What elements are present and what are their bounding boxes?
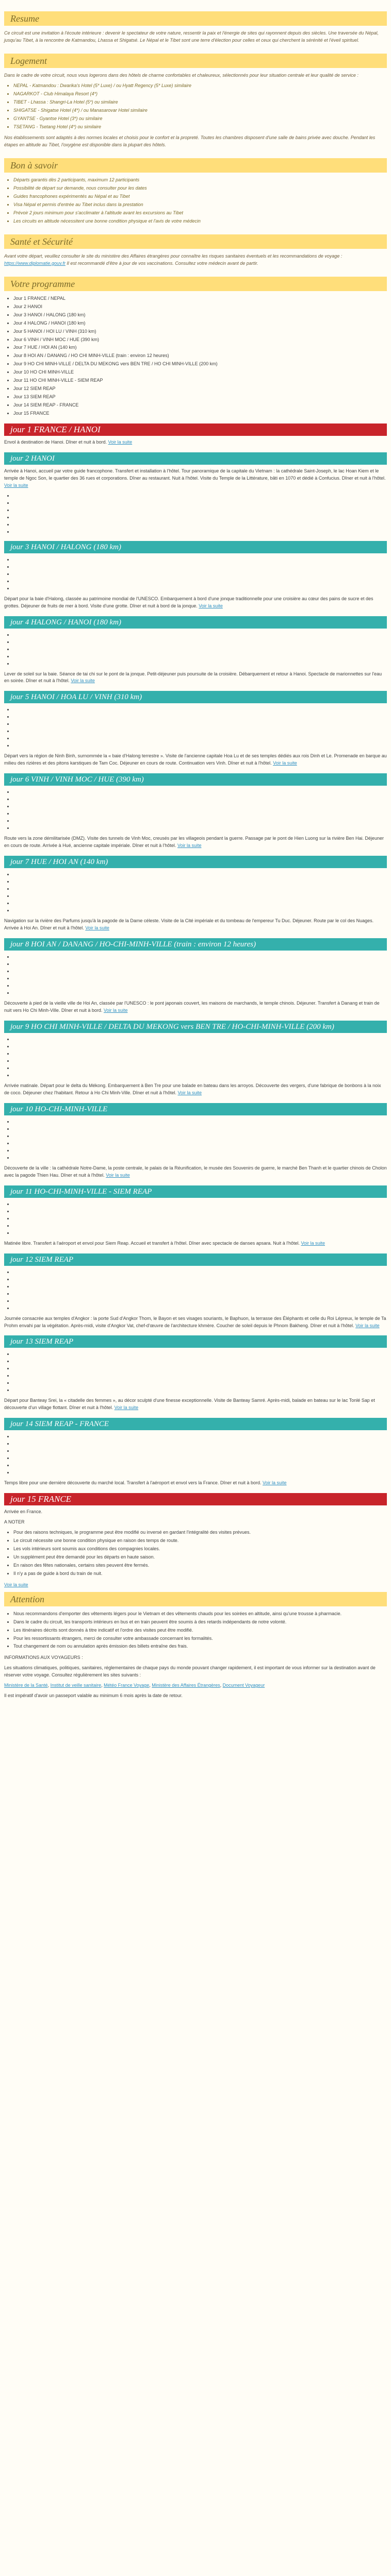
programme-heading: Votre programme [4, 277, 387, 291]
day-1-text [4, 439, 387, 446]
day-9-more-link[interactable]: Voir la suite [177, 1090, 202, 1095]
list-item [13, 735, 387, 741]
bonavoir-item: • Possibilité de départ sur demande, nous consulter pour les dates [13, 185, 387, 192]
day-13-heading: jour 13 SIEM REAP [4, 1335, 387, 1348]
list-item [13, 789, 387, 795]
list-item [13, 660, 387, 667]
list-item [13, 1276, 387, 1282]
list-item [13, 529, 387, 535]
attention-item: • Pour les ressortissants étrangers, merci de consulter votre ambassade concernant les formalités. [13, 1635, 387, 1642]
day-8-list [4, 954, 387, 996]
note-item: • Les vols intérieurs sont soumis aux conditions des compagnies locales. [13, 1546, 387, 1553]
list-item [13, 810, 387, 817]
notes-list [4, 1529, 387, 1578]
day-9-heading: jour 9 HO CHI MINH-VILLE / DELTA DU MEKONG vers BEN TRE / HO-CHI-MINH-VILLE (200 km) [4, 1021, 387, 1033]
sante-link[interactable]: https://www.diplomatie.gouv.fr [4, 260, 66, 266]
list-item [13, 1036, 387, 1042]
infos-link-meteo[interactable]: Météo France Voyage [104, 1683, 150, 1688]
list-item [13, 493, 387, 499]
day-11-list [4, 1201, 387, 1236]
day-12-list [4, 1269, 387, 1311]
list-item [13, 571, 387, 577]
list-item [13, 1208, 387, 1214]
bonavoir-item: • Les circuits en altitude nécessitent une bonne condition physique et l'avis de votre médecin [13, 218, 387, 225]
day-3-heading: jour 3 HANOI / HALONG (180 km) [4, 541, 387, 553]
programme-item[interactable]: • Jour 3 HANOI / HALONG (180 km) [13, 312, 387, 319]
list-item [13, 900, 387, 906]
day-1-more-link[interactable]: Voir la suite [108, 439, 133, 445]
day-3-body: Départ pour la baie d'Halong, classée au patrimoine mondial de l'UNESCO. Embarquement à bord d'une jonque traditionnelle pour une croisière au cœur des pains de sucre et des grottes. Déjeuner de fruits de mer à bord. Visite d'une grotte. Dîner et nuit à bord de la jonque. [4, 596, 373, 608]
day-12-heading: jour 12 SIEM REAP [4, 1253, 387, 1266]
attention-item: • Dans le cadre du circuit, les transports intérieurs en bus et en train peuvent être soumis à des retards indépendants de notre volonté. [13, 1619, 387, 1626]
day-6-body: Route vers la zone démilitarisée (DMZ). Visite des tunnels de Vinh Moc, creusés par les villageois pendant la guerre. Passage par le pont de Hien Luong sur la rivière Ben Hai. Déjeuner en cours de route. Arrivée à Hué, ancienne capitale impériale. Dîner et nuit à l'hôtel. [4, 836, 384, 849]
list-item [13, 878, 387, 885]
logement-item: • TIBET - Lhassa : Shangri-La Hotel (5*) ou similaire [13, 99, 387, 106]
list-item [13, 968, 387, 974]
resume-text: Ce circuit est une invitation à l'écoute intérieure : devenir le spectateur de votre nature, ressentir la paix et l'énergie de sites qui rayonnent depuis des siècles. Une traversée du Népal, jusqu'au Tibet, à la rencontre de Katmandou, Lhassa et Shigatsé. Le Népal et le Tibet sont une terre d'élection pour celles et ceux qui cherchent la sérénité et l'éveil spirituel. [4, 30, 379, 43]
list-item [13, 714, 387, 720]
list-item [13, 1043, 387, 1049]
day-7-list [4, 871, 387, 913]
day-11-text [4, 1240, 387, 1247]
logement-item: • NAGARKOT - Club Himalaya Resort (4*) [13, 91, 387, 98]
list-item [13, 1433, 387, 1439]
list-item [13, 721, 387, 727]
day-2-more-link[interactable]: Voir la suite [4, 482, 28, 488]
logement-heading: Logement [4, 54, 387, 68]
note-item: • Le circuit nécessite une bonne condition physique en raison des temps de route. [13, 1537, 387, 1545]
list-item [13, 907, 387, 913]
note-item: • Un supplément peut être demandé pour les départs en haute saison. [13, 1554, 387, 1561]
list-item [13, 1380, 387, 1386]
day-4-heading: jour 4 HALONG / HANOI (180 km) [4, 616, 387, 629]
day-10-body: Découverte de la ville : la cathédrale Notre-Dame, la poste centrale, le palais de la Réunification, le musée des Souvenirs de guerre, le marché Ben Thanh et le quartier chinois de Cholon avec la pagode Thien Hau. Dîner et nuit à l'hôtel. [4, 1165, 387, 1178]
day-8-more-link[interactable]: Voir la suite [103, 1007, 128, 1013]
day-5-text [4, 753, 387, 767]
list-item [13, 886, 387, 892]
day-4-more-link[interactable]: Voir la suite [71, 678, 95, 684]
day-3-text [4, 596, 387, 610]
sante-text-2: Il est recommandé d'être à jour de vos vaccinations. Consultez votre médecin avant de partir. [67, 260, 258, 266]
list-item [13, 1305, 387, 1311]
list-item [13, 1230, 387, 1236]
list-item [13, 556, 387, 563]
list-item [13, 1201, 387, 1207]
infos-link-sante[interactable]: Ministère de la Santé [4, 1683, 48, 1688]
logement-item: • SHIGATSE - Shigatse Hotel (4*) / ou Manasarovar Hotel similaire [13, 107, 387, 114]
programme-item[interactable]: • Jour 14 SIEM REAP - FRANCE [13, 402, 387, 409]
day-2-text [4, 468, 387, 489]
infos-link-affaires-etrangeres[interactable]: Ministère des Affaires Étrangères [152, 1683, 220, 1688]
list-item [13, 632, 387, 638]
logement-list [4, 82, 387, 131]
infos-links: Ministère de la Santé, Institut de veille sanitaire, Météo France Voyage, Ministère des Affaires Étrangères, Document Voyageur [4, 1683, 265, 1688]
day-5-heading: jour 5 HANOI / HOA LU / VINH (310 km) [4, 691, 387, 703]
sante-heading: Santé et Sécurité [4, 234, 387, 249]
day-4-list [4, 632, 387, 667]
day-8-heading: jour 8 HOI AN / DANANG / HO-CHI-MINH-VILLE (train : environ 12 heures) [4, 938, 387, 951]
programme-item[interactable]: • Jour 6 VINH / VINH MOC / HUE (390 km) [13, 336, 387, 344]
day-9-list [4, 1036, 387, 1078]
infos-text-2: Il est impératif d'avoir un passeport valable au minimum 6 mois après la date de retour. [4, 1693, 183, 1699]
infos-link-document[interactable]: Document Voyageur [222, 1683, 265, 1688]
list-item [13, 1072, 387, 1078]
bonavoir-item: • Prévoir 2 jours minimum pour s'acclimater à l'altitude avant les excursions au Tibet [13, 210, 387, 217]
list-item [13, 975, 387, 981]
day-12-more-link[interactable]: Voir la suite [355, 1323, 380, 1328]
day-4-body: Lever de soleil sur la baie. Séance de tai chi sur le pont de la jonque. Petit-déjeuner puis poursuite de la croisière. Débarquement et retour à Hanoi. Spectacle de marionnettes sur l'eau en soirée. Dîner et nuit à l'hôtel. [4, 671, 382, 684]
day-2-heading: jour 2 HANOI [4, 452, 387, 465]
list-item [13, 1365, 387, 1371]
list-item [13, 1140, 387, 1146]
list-item [13, 1372, 387, 1379]
day-2-body: Arrivée à Hanoi, accueil par votre guide francophone. Transfert et installation à l'hôtel. Tour panoramique de la capitale du Vietnam : la cathédrale Saint-Joseph, le lac Hoan Kiem et le temple de Ngoc Son, le quartier des 36 rues et corporations. Dîner au restaurant. Nuit à l'hôtel. Visite du Temple de la Littérature, bâti en 1070 et dédié à Confucius. Dîner et nuit à l'hôtel. [4, 468, 386, 481]
list-item [13, 653, 387, 659]
list-item [13, 1462, 387, 1468]
day-1-body: Envol à destination de Hanoi. Dîner et nuit à bord. [4, 439, 107, 445]
list-item [13, 818, 387, 824]
list-item [13, 585, 387, 591]
programme-item[interactable]: • Jour 5 HANOI / HOI LU / VINH (310 km) [13, 328, 387, 335]
day-11-more-link[interactable]: Voir la suite [301, 1240, 325, 1246]
list-item [13, 803, 387, 809]
notes-label: A NOTER [4, 1519, 25, 1525]
day-10-list [4, 1118, 387, 1161]
programme-item[interactable]: • Jour 2 HANOI [13, 303, 387, 311]
infos-label: INFORMATIONS AUX VOYAGEURS : [4, 1655, 83, 1660]
logement-item: • TSETANG - Tsetang Hotel (4*) ou similaire [13, 124, 387, 131]
list-item [13, 639, 387, 645]
list-item [13, 982, 387, 989]
bonavoir-heading: Bon à savoir [4, 158, 387, 173]
attention-item: • Tout changement de nom ou annulation après émission des billets entraîne des frais. [13, 1643, 387, 1650]
day-10-text [4, 1165, 387, 1179]
list-item [13, 990, 387, 996]
day-14-body: Temps libre pour une dernière découverte du marché local. Transfert à l'aéroport et envol vers la France. Dîner et nuit à bord. [4, 1480, 262, 1486]
list-item [13, 1351, 387, 1357]
day-10-more-link[interactable]: Voir la suite [106, 1172, 130, 1178]
list-item [13, 646, 387, 652]
programme-item[interactable]: • Jour 10 HO CHI MINH-VILLE [13, 369, 387, 376]
programme-item[interactable]: • Jour 13 SIEM REAP [13, 394, 387, 401]
list-item [13, 1298, 387, 1304]
day-5-more-link[interactable]: Voir la suite [273, 760, 297, 766]
list-item [13, 1283, 387, 1290]
day-5-list [4, 706, 387, 749]
day-15-text: Arrivée en France. [4, 1509, 43, 1515]
day-11-heading: jour 11 HO-CHI-MINH-VILLE - SIEM REAP [4, 1185, 387, 1198]
list-item [13, 521, 387, 528]
day-14-heading: jour 14 SIEM REAP - FRANCE [4, 1418, 387, 1430]
day-8-body: Découverte à pied de la vieille ville de Hoi An, classée par l'UNESCO : le pont japonais couvert, les maisons de marchands, le temple chinois. Déjeuner. Transfert à Danang et train de nuit vers Ho Chi Minh-Ville. Dîner et nuit à bord. [4, 1001, 380, 1013]
list-item [13, 1118, 387, 1125]
list-item [13, 1155, 387, 1161]
list-item [13, 564, 387, 570]
attention-item: • Les itinéraires décrits sont donnés à titre indicatif et l'ordre des visites peut être modifié. [13, 1627, 387, 1634]
day-13-text [4, 1397, 387, 1412]
programme-item[interactable]: • Jour 12 SIEM REAP [13, 385, 387, 393]
list-item [13, 954, 387, 960]
programme-item[interactable]: • Jour 7 HUE / HOI AN (140 km) [13, 344, 387, 351]
day-3-more-link[interactable]: Voir la suite [199, 603, 223, 608]
list-item [13, 1147, 387, 1154]
attention-heading: Attention [4, 1592, 387, 1606]
sante-text-1: Avant votre départ, veuillez consulter le site du ministère des Affaires étrangères pour connaître les risques sanitaires éventuels et les recommandations de voyage : [4, 253, 343, 259]
day-7-text [4, 918, 387, 932]
infos-text-1: Les situations climatiques, politiques, sanitaires, réglementaires de chaque pays du monde pouvant changer rapidement, il est important de vous informer sur la destination avant de réserver votre voyage. Consultez régulièrement les sites suivants : [4, 1665, 376, 1678]
day-6-heading: jour 6 VINH / VINH MOC / HUE (390 km) [4, 773, 387, 786]
list-item [13, 1126, 387, 1132]
note-item: • Pour des raisons techniques, le programme peut être modifié ou inversé en gardant l'intégralité des visites prévues. [13, 1529, 387, 1536]
day-13-body: Départ pour Banteay Srei, la « citadelle des femmes », au décor sculpté d'une finesse exceptionnelle. Visite de Banteay Samré. Après-midi, balade en bateau sur le lac Tonlé Sap et découverte d'un village flottant. Dîner et nuit à l'hôtel. [4, 1398, 375, 1411]
list-item [13, 706, 387, 713]
logement-item: • NEPAL - Katmandou : Dwarika's Hotel (5* Luxe) / ou Hyatt Regency (5* Luxe) similaire [13, 82, 387, 90]
day-9-body: Arrivée matinale. Départ pour le delta du Mékong. Embarquement à Ben Tre pour une balade en bateau dans les arroyos. Découverte des vergers, d'une fabrique de bonbons à la noix de coco. Déjeuner chez l'habitant. Retour à Ho Chi Minh-Ville. Dîner et nuit à l'hôtel. [4, 1082, 381, 1095]
attention-item: • Nous recommandons d'emporter des vêtements légers pour le Vietnam et des vêtements chauds pour les soirées en altitude, ainsi qu'une trousse à pharmacie. [13, 1611, 387, 1618]
day-12-body: Journée consacrée aux temples d'Angkor : la porte Sud d'Angkor Thom, le Bayon et ses visages souriants, le Baphuon, la terrasse des Éléphants et celle du Roi Lépreux, le temple de Ta Prohm envahi par la végétation. Après-midi, visite d'Angkor Vat, chef-d'œuvre de l'architecture khmère. Coucher de soleil depuis le Phnom Bakheng. Dîner et nuit à l'hôtel. [4, 1315, 386, 1328]
day-6-more-link[interactable]: Voir la suite [177, 843, 202, 849]
list-item [13, 961, 387, 967]
day-6-list [4, 789, 387, 831]
list-item [13, 1455, 387, 1461]
list-item [13, 1133, 387, 1139]
list-item [13, 1050, 387, 1057]
day-2-list [4, 493, 387, 535]
list-item [13, 871, 387, 877]
list-item [13, 796, 387, 802]
programme-item[interactable]: • Jour 1 FRANCE / NEPAL [13, 295, 387, 302]
day-4-text [4, 671, 387, 685]
day-13-more-link[interactable]: Voir la suite [114, 1405, 139, 1411]
list-item [13, 1387, 387, 1393]
list-item [13, 1058, 387, 1064]
sante-text [4, 253, 387, 267]
list-item [13, 1440, 387, 1447]
day-12-text [4, 1315, 387, 1330]
note-item: • Il n'y a pas de guide à bord du train de nuit. [13, 1570, 387, 1578]
logement-item: • GYANTSE - Gyantse Hotel (3*) ou similaire [13, 115, 387, 123]
list-item [13, 514, 387, 520]
notes-more-link[interactable]: Voir la suite [4, 1582, 28, 1587]
programme-item[interactable]: • Jour 4 HALONG / HANOI (180 km) [13, 320, 387, 327]
list-item [13, 507, 387, 513]
list-item [13, 1291, 387, 1297]
attention-list [4, 1611, 387, 1651]
bonavoir-item: • Départs garantis dès 2 participants, maximum 12 participants [13, 177, 387, 184]
programme-item[interactable]: • Jour 9 HO CHI MINH-VILLE / DELTA DU MEKONG vers BEN TRE / HO CHI MINH-VILLE (200 km) [13, 361, 387, 368]
list-item [13, 500, 387, 506]
note-item: • En raison des fêtes nationales, certains sites peuvent être fermés. [13, 1562, 387, 1569]
bonavoir-list [4, 177, 387, 225]
logement-intro: Dans le cadre de votre circuit, nous vous logerons dans des hôtels de charme confortables et chaleureux, sélectionnés pour leur situation centrale et leur qualité de service : [4, 72, 359, 78]
day-3-list [4, 556, 387, 591]
logement-note: Nos établissements sont adaptés à des normes locales et choisis pour le confort et la propreté. Toutes les chambres disposent d'une salle de bains privée avec douche. Pendant les étapes en altitude au Tibet, l'oxygène est disponible dans la plupart des hôtels. [4, 135, 376, 148]
day-1-heading: jour 1 FRANCE / HANOI [4, 423, 387, 436]
day-14-more-link[interactable]: Voir la suite [263, 1480, 287, 1486]
day-5-body: Départ vers la région de Ninh Binh, surnommée la « baie d'Halong terrestre ». Visite de l'ancienne capitale Hoa Lu et de ses temples dédiés aux rois Dinh et Le. Promenade en barque au milieu des rizières et des pitons karstiques de Tam Coc. Déjeuner en cours de route. Continuation vers Vinh. Dîner et nuit à l'hôtel. [4, 753, 387, 766]
notes-more [4, 1582, 387, 1589]
list-item [13, 1469, 387, 1476]
day-9-text [4, 1082, 387, 1097]
programme-item[interactable]: • Jour 15 FRANCE [13, 410, 387, 417]
list-item [13, 1448, 387, 1454]
day-14-list [4, 1433, 387, 1476]
list-item [13, 1215, 387, 1222]
day-14-text [4, 1480, 387, 1487]
list-item [13, 1358, 387, 1364]
list-item [13, 1065, 387, 1071]
day-13-list [4, 1351, 387, 1393]
list-item [13, 728, 387, 734]
list-item [13, 742, 387, 749]
list-item [13, 1269, 387, 1275]
list-item [13, 893, 387, 899]
bonavoir-item: • Guides francophones expérimentés au Népal et au Tibet [13, 193, 387, 200]
resume-heading: Resume [4, 11, 387, 26]
programme-list [4, 295, 387, 417]
day-7-heading: jour 7 HUE / HOI AN (140 km) [4, 856, 387, 868]
day-7-body: Navigation sur la rivière des Parfums jusqu'à la pagode de la Dame céleste. Visite de la Cité impériale et du tombeau de l'empereur Tu Duc. Déjeuner. Route par le col des Nuages. Arrivée à Hoi An. Dîner et nuit à l'hôtel. [4, 918, 374, 931]
list-item [13, 825, 387, 831]
day-6-text [4, 835, 387, 850]
programme-item[interactable]: • Jour 8 HOI AN / DANANG / HO CHI MINH-VILLE (train : environ 12 heures) [13, 352, 387, 360]
day-8-text [4, 1000, 387, 1014]
day-11-body: Matinée libre. Transfert à l'aéroport et envol pour Siem Reap. Accueil et transfert à l'hôtel. Dîner avec spectacle de danses apsara. Nuit à l'hôtel. [4, 1240, 300, 1246]
day-7-more-link[interactable]: Voir la suite [85, 925, 109, 931]
day-10-heading: jour 10 HO-CHI-MINH-VILLE [4, 1103, 387, 1115]
infos-link-veille[interactable]: Institut de veille sanitaire [50, 1683, 102, 1688]
day-15-heading: jour 15 FRANCE [4, 1493, 387, 1505]
programme-item[interactable]: • Jour 11 HO CHI MINH-VILLE - SIEM REAP [13, 377, 387, 384]
list-item [13, 578, 387, 584]
bonavoir-item: • Visa Népal et permis d'entrée au Tibet inclus dans la prestation [13, 201, 387, 209]
list-item [13, 1223, 387, 1229]
